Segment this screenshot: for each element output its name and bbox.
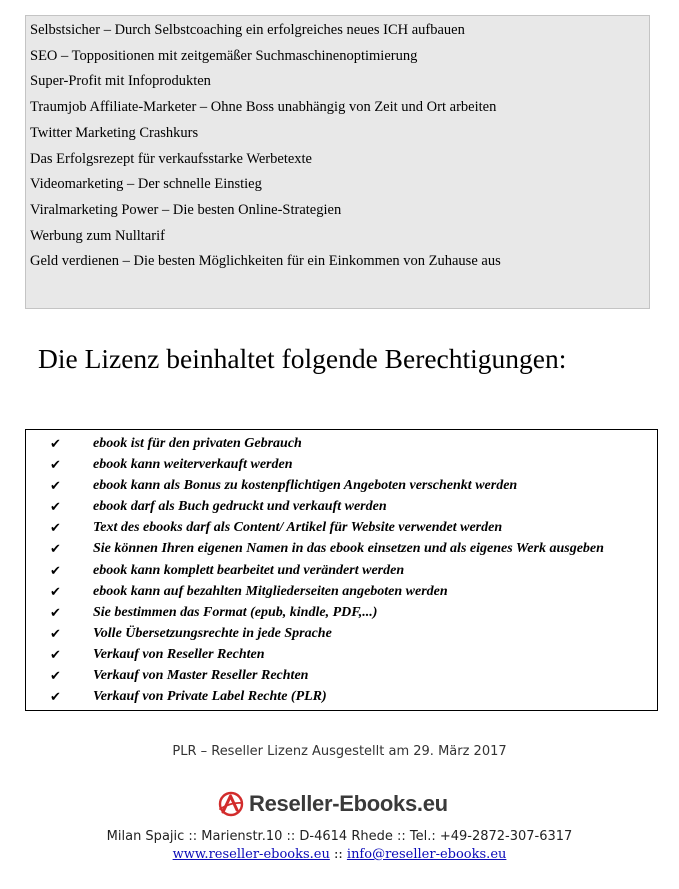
license-right-text: Volle Übersetzungsrechte in jede Sprache bbox=[93, 625, 332, 641]
red-circle-a-logo-icon bbox=[217, 790, 245, 818]
check-icon: ✔ bbox=[50, 542, 61, 558]
license-right-text: Sie bestimmen das Format (epub, kindle, PDF,...) bbox=[93, 604, 378, 620]
course-list-item: Traumjob Affiliate-Marketer – Ohne Boss unabhängig von Zeit und Ort arbeiten bbox=[30, 99, 497, 116]
license-right-text: Verkauf von Reseller Rechten bbox=[93, 646, 265, 662]
check-icon: ✔ bbox=[50, 669, 61, 685]
check-icon: ✔ bbox=[50, 563, 61, 579]
license-right-text: ebook kann komplett bearbeitet und verändert werden bbox=[93, 562, 405, 578]
license-right-text: Sie können Ihren eigenen Namen in das ebook einsetzen und als eigenes Werk ausgeben bbox=[93, 541, 604, 557]
license-rights-box bbox=[25, 429, 658, 711]
check-icon: ✔ bbox=[50, 647, 61, 663]
license-right-text: Verkauf von Private Label Rechte (PLR) bbox=[93, 689, 327, 705]
check-icon: ✔ bbox=[50, 500, 61, 516]
check-icon: ✔ bbox=[50, 521, 61, 537]
course-list-item: Viralmarketing Power – Die besten Online-Strategien bbox=[30, 201, 342, 218]
license-right-text: ebook darf als Buch gedruckt und verkauft werden bbox=[93, 499, 387, 515]
license-right-row bbox=[26, 561, 657, 582]
website-link[interactable]: www.reseller-ebooks.eu bbox=[172, 847, 330, 862]
license-right-text: ebook ist für den privaten Gebrauch bbox=[93, 436, 302, 451]
license-right-row bbox=[26, 476, 657, 497]
course-list-item: Twitter Marketing Crashkurs bbox=[30, 124, 199, 141]
logo-text: Reseller-Ebooks.eu bbox=[249, 791, 448, 816]
link-separator: :: bbox=[329, 847, 347, 862]
course-list-item: Selbstsicher – Durch Selbstcoaching ein erfolgreiches neues ICH aufbauen bbox=[30, 22, 465, 38]
license-right-row bbox=[26, 687, 657, 708]
license-right-row bbox=[26, 666, 657, 687]
license-right-row bbox=[26, 518, 657, 539]
contact-links bbox=[0, 847, 679, 862]
course-list-box bbox=[25, 15, 650, 309]
check-icon: ✔ bbox=[50, 584, 61, 600]
license-right-row bbox=[26, 624, 657, 645]
license-right-row bbox=[26, 603, 657, 624]
course-list-item: Videomarketing – Der schnelle Einstieg bbox=[30, 176, 262, 193]
reseller-ebooks-logo bbox=[217, 790, 448, 818]
email-link[interactable]: info@reseller-ebooks.eu bbox=[346, 847, 507, 862]
license-right-row bbox=[26, 434, 657, 455]
license-right-row bbox=[26, 539, 657, 560]
check-icon: ✔ bbox=[50, 437, 61, 452]
license-heading: Die Lizenz beinhaltet folgende Berechtigungen: bbox=[38, 343, 567, 374]
license-right-row bbox=[26, 645, 657, 666]
license-right-text: ebook kann auf bezahlten Mitgliederseiten angeboten werden bbox=[93, 583, 448, 599]
license-right-row bbox=[26, 497, 657, 518]
contact-address: Milan Spajic :: Marienstr.10 :: D-4614 Rhede :: Tel.: +49-2872-307-6317 bbox=[106, 829, 573, 844]
license-right-text: ebook kann als Bonus zu kostenpflichtigen Angeboten verschenkt werden bbox=[93, 478, 518, 494]
check-icon: ✔ bbox=[50, 626, 61, 642]
course-list-item: Geld verdienen – Die besten Möglichkeiten für ein Einkommen von Zuhause aus bbox=[30, 253, 501, 270]
course-list-item: Werbung zum Nulltarif bbox=[30, 227, 165, 244]
course-list-item: Das Erfolgsrezept für verkaufsstarke Werbetexte bbox=[30, 150, 312, 167]
course-list-item: SEO – Toppositionen mit zeitgemäßer Suchmaschinenoptimierung bbox=[30, 47, 418, 64]
license-right-row bbox=[26, 455, 657, 476]
license-issued-line: PLR – Reseller Lizenz Ausgestellt am 29. März 2017 bbox=[172, 744, 507, 759]
license-right-text: Text des ebooks darf als Content/ Artikel für Website verwendet werden bbox=[93, 520, 503, 536]
check-icon: ✔ bbox=[50, 690, 61, 706]
license-right-text: ebook kann weiterverkauft werden bbox=[93, 457, 293, 473]
check-icon: ✔ bbox=[50, 479, 61, 495]
license-right-text: Verkauf von Master Reseller Rechten bbox=[93, 668, 309, 684]
license-right-row bbox=[26, 582, 657, 603]
check-icon: ✔ bbox=[50, 605, 61, 621]
course-list-item: Super-Profit mit Infoprodukten bbox=[30, 73, 211, 90]
check-icon: ✔ bbox=[50, 458, 61, 474]
